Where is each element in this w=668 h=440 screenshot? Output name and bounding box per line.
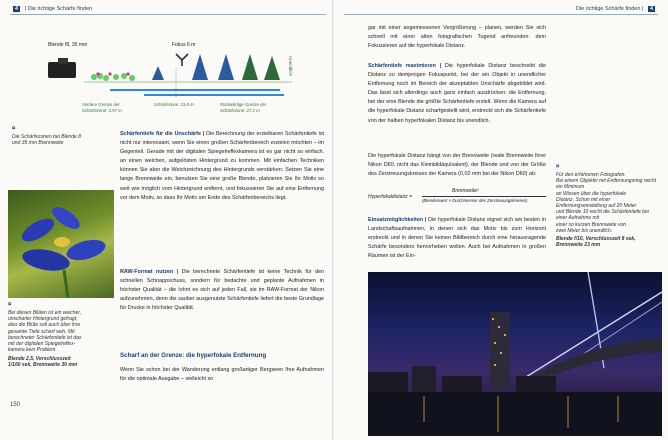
iris-caption-settings: Blende 2,5, Verschlusszeit 1/160 sek, Brennweite 30 mm: [8, 356, 78, 369]
iris-photo: [8, 190, 114, 298]
formula-denominator: (Blendenwert × Durchmesser des Zerstreuungskreises): [422, 198, 528, 203]
paragraph-raw: [120, 268, 324, 313]
formula-lhs: Hyperfokaldistanz =: [368, 194, 413, 200]
depth-of-field-diagram: [44, 32, 300, 124]
infinity-label: Unendlich: [288, 56, 293, 77]
formula-numerator: Brennweite²: [452, 188, 479, 194]
side-caption: Für den erfahrenen Fotografen. Bei einem Objektiv mit Entfernungsring reicht ein Minimum an Wissen über die hyperfokale Distanz. Schon mit einer Entfernungseinstellung auf 20 Meter und Blende 10 reicht die Schärfentiefe bei einer Aufnahme mit einer so kurzen Brennweite von zwei Meter bis unendlich.: [556, 172, 657, 234]
iris-caption: Bei diesen Blüten ist ein weicher, unscharfer Hintergrund gefragt, also die Blüte soll auch über ihre gesamte Tiefe scharf sein. Mit berechneter Schärfentiefe ist das mit der digitalen Spiegelreflex- kamera kein Problem.: [8, 310, 82, 354]
paragraph-abhaengigkeit: Die hyperfokale Distanz hängt von der Brennweite (reale Brennweite Ihrer Nikon D60, nicht das Kleinbildäquivalent), der Blende und von der Größe des Zerstreuungskreises der Kamera (0,02 mm bei der Nikon D60) ab:: [368, 153, 546, 178]
header-page-number-right: 4: [649, 6, 653, 12]
caption-marker-side: ¤: [556, 164, 560, 170]
paragraph-continued: gar mit einer angemessenen Vergrößerung – planen, werden Sie sich schnell mit einer alten fotografischen Tugend anfreunden: dem Fokussieren auf die hyperfokale Distanz.: [368, 25, 546, 50]
header-section: Die richtige Schärfe finden: [27, 6, 93, 12]
header-section-right: Die richtige Schärfe finden: [575, 6, 641, 12]
paragraph-unschaerfe: [120, 130, 324, 203]
caption-marker-diagram: ¤: [12, 126, 16, 132]
left-page: [0, 0, 333, 440]
heading-hyperfocal: Scharf an der Grenze: die hyperfokale Entfernung: [120, 352, 267, 359]
header-rule-right: [344, 14, 658, 15]
paragraph-maximieren-head: Schärfentiefe maximieren |: [368, 63, 442, 69]
page-number-left: 150: [10, 402, 21, 408]
focus-label: Fokus 6 m: [172, 42, 196, 48]
side-caption-settings: Blende f/10, Verschlusszeit 8 sek, Brennweite 23 mm: [556, 236, 636, 249]
paragraph-unschaerfe-head: Schärfentiefe für die Unschärfe |: [120, 131, 205, 137]
near-limit-label: Vordere Grenze der Schärfezone: 3,57 m: [82, 102, 122, 113]
running-header-left: 4 | Die richtige Schärfe finden: [15, 6, 93, 12]
header-page-number: 4: [15, 6, 19, 12]
night-city-photo: [368, 272, 662, 436]
hyperfocal-label: Schärfezone: 23,8 m: [154, 102, 194, 107]
header-rule: [10, 14, 326, 15]
paragraph-raw-head: RAW-Format nutzen |: [120, 269, 179, 275]
diagram-caption: Die Schärfezonen bei Blende 8 und 35 mm Brennweite: [12, 134, 81, 147]
paragraph-einsatz-head: Einsatzmöglichkeiten |: [368, 217, 427, 223]
paragraph-unschaerfe-text: Die Berechnung der erzielbaren Schärfentiefe ist nicht nur interessant, wenn Sie einen großen Schärfenbereich erzielen möchten – im Gegenteil. Gerade mit der digitalen Spiegelreflexkamera ist es gar nicht so einfach, an einen weichen, aufgelösten Hintergrund zu kommen. Mit einfachen Techniken können Sie aber die Weichzeichnung des Hintergrunds verstärken: Setzen Sie eine lange Brennweite ein, benutzen Sie eine große Blende, platzieren Sie Ihr Motiv so weit wie möglich vom Hintergrund entfernt, und fokussieren Sie auf eine Entfernung vor dem Motiv, so dass Ihr Motiv am Ende des Schärfenbereichs liegt.: [120, 131, 325, 201]
paragraph-wanderung: Wenn Sie schon bei der Wanderung entlang großartiger Bergseen Ihre Aufnahmen für die optimale Ausgabe – vielleicht so: [120, 367, 324, 383]
night-city-graphic: [368, 272, 662, 436]
caption-marker-iris: ¤: [8, 302, 12, 308]
paragraph-einsatz-text: Die hyperfokale Distanz eignet sich am besten in Landschaftsaufnahmen, in denen sich das Motiv bis zum Horizont erstreckt und in denen Sie keinen Bildbereich durch eine herausragende Schärfe besonders hervorheben wollen. Auch bei Aufnahmen in großen Räumen ist der Ein-: [368, 217, 547, 260]
hyperfocal-formula: [368, 188, 548, 208]
paragraph-raw-text: Die berechnete Schärfentiefe ist keine Technik für den schnellen Schnappschuss, sondern für bedachte und geplante Aufnahmen in höchster Qualität – die lohnt es sich auf jeden Fall, sie im RAW-Format der Nikon aufzunehmen, denn die sauber ausgenutzte Schärfentiefe liefert die beste Grundlage für Drucke in höchster Qualität.: [120, 269, 324, 312]
lens-label: Blende f8, 35 mm: [48, 42, 88, 48]
paragraph-maximieren: [368, 62, 546, 126]
formula-fraction-bar: [422, 196, 546, 197]
far-limit-label: Rückwärtige Grenze der Schärfezone: 27,2 m: [220, 102, 267, 113]
right-page: [334, 0, 668, 440]
paragraph-einsatz: [368, 216, 546, 261]
running-header-right: Die richtige Schärfe finden | 4: [575, 6, 653, 12]
paragraph-maximieren-text: Die hyperfokale Distanz beschreibt die Distanz zu demjenigen Fokuspunkt, bei der ein Objekt in unendlicher Entfernung noch im Bereich der akzeptablen Unschärfe abgebildet wird. Das lässt sich allerdings auch ganz einfach ausdrücken: die Entfernung, bei der eine Blende die größte Schärfentiefe erzielt. Wenn die Kamera auf die hyperfokale Distanz scharfgestellt wird, erstreckt sich die Schärfentiefe von der halben hyperfokalen Distanz bis unendlich.: [368, 63, 546, 124]
iris-flower-graphic: [8, 190, 114, 298]
